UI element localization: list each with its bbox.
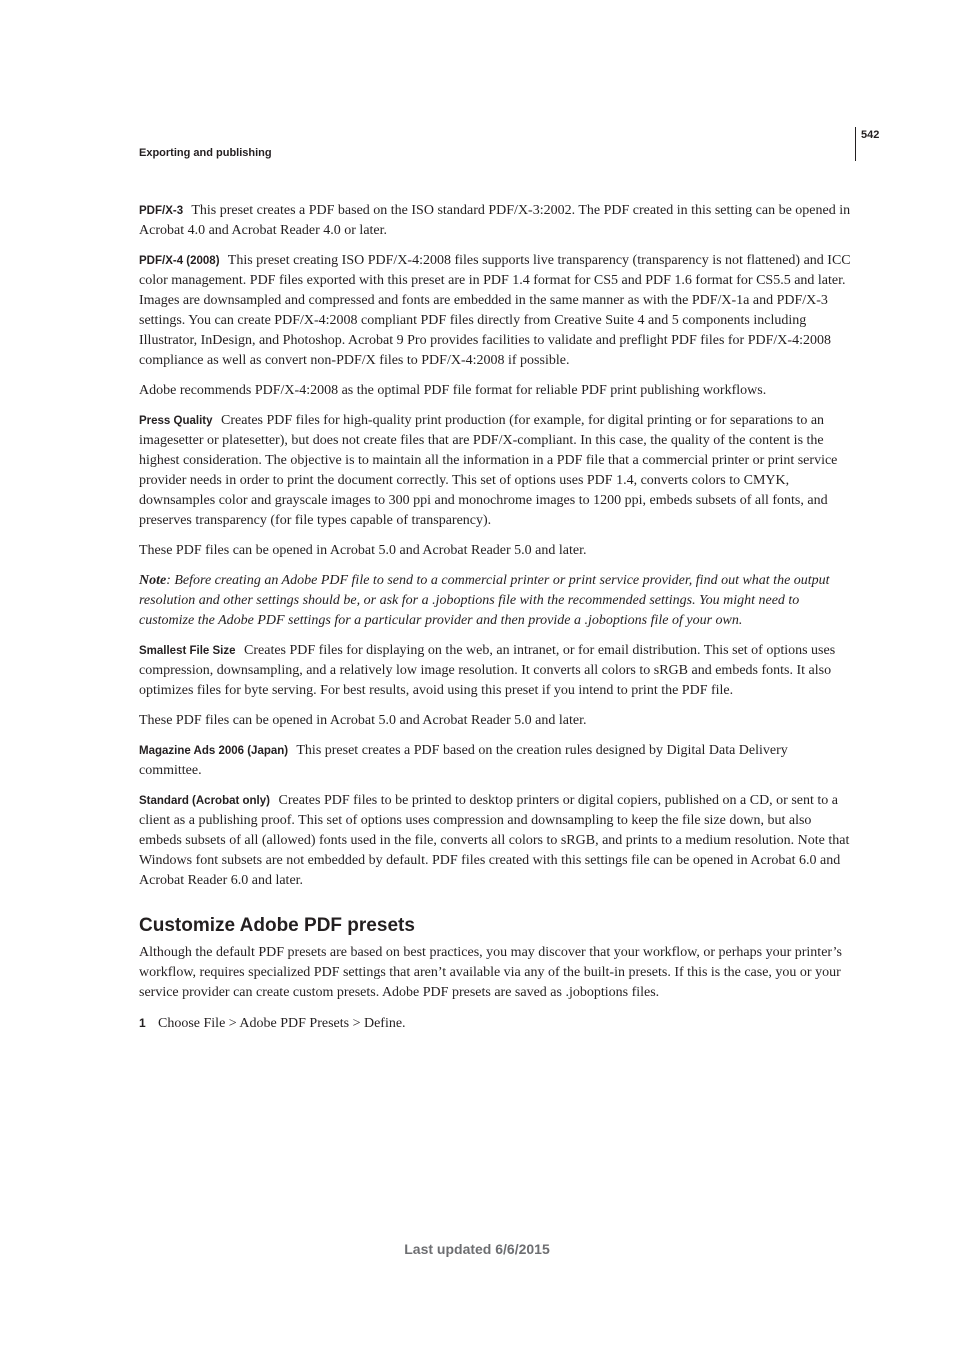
press-quality-compat: These PDF files can be opened in Acrobat 5.0 and Acrobat Reader 5.0 and later.: [139, 543, 587, 558]
recommendation-paragraph: Adobe recommends PDF/X-4:2008 as the optimal PDF file format for reliable PDF print publishing workflows.: [139, 383, 767, 398]
section-intro: Although the default PDF presets are based on best practices, you may discover that your workflow, or perhaps your printer’s workflow, requires specialized PDF settings that aren’t available via any of the built-in presets. If this is the case, you or your service provider can create custom presets. Adobe PDF presets are saved as .joboptions files.: [139, 945, 842, 1000]
desc-magazine-ads: This preset creates a PDF based on the creation rules designed by Digital Data Delivery committee.: [139, 743, 788, 778]
step-number: 1: [139, 1016, 146, 1030]
page-body: [139, 201, 851, 1044]
term-press-quality: Press Quality: [139, 415, 213, 427]
desc-smallest-file-size: Creates PDF files for displaying on the web, an intranet, or for email distribution. This set of options uses compression, downsampling, and a relatively low image resolution. It converts all colors to sRGB and embeds fonts. It also optimizes files for byte serving. For best results, avoid using this preset if you intend to print the PDF file.: [139, 643, 836, 698]
smallest-compat: These PDF files can be opened in Acrobat 5.0 and Acrobat Reader 5.0 and later.: [139, 713, 587, 728]
term-pdfx4: PDF/X-4 (2008): [139, 255, 220, 267]
header-divider: [855, 127, 856, 161]
page-number: 542: [861, 129, 880, 141]
entry-pdfx4: [139, 251, 851, 371]
entry-smallest-file-size: [139, 641, 851, 701]
section-title: Customize Adobe PDF presets: [139, 915, 415, 936]
entry-pdfx3: [139, 201, 851, 241]
term-magazine-ads: Magazine Ads 2006 (Japan): [139, 745, 289, 757]
entry-press-quality: [139, 411, 851, 531]
desc-pdfx4: This preset creating ISO PDF/X-4:2008 files supports live transparency (transparency is not flattened) and ICC color management. PDF files exported with this preset are in PDF 1.4 format for CS5 and PDF 1.6 format for CS5.5 and later. Images are downsampled and compressed and fonts are embedded in the same manner as with the PDF/X-1a and PDF/X-3 settings. You can create PDF/X-4:2008 compliant PDF files directly from Creative Suite 4 and 5 components including Illustrator, InDesign, and Photoshop. Acrobat 9 Pro provides facilities to validate and preflight PDF files for PDF/X-4:2008 compliance as well as convert non-PDF/X files to PDF/X-4:2008 if possible.: [139, 253, 851, 368]
step-item: [139, 1013, 851, 1034]
entry-magazine-ads: [139, 741, 851, 781]
note-text: : Before creating an Adobe PDF file to send to a commercial printer or print service provider, find out what the output resolution and other settings should be, or ask for a .joboptions file with the recommended settings. You might need to customize the Adobe PDF settings for a particular provider and then provide a .joboptions file of your own.: [139, 573, 830, 628]
desc-pdfx3: This preset creates a PDF based on the ISO standard PDF/X-3:2002. The PDF created in this setting can be opened in Acrobat 4.0 and Acrobat Reader 4.0 or later.: [139, 203, 851, 238]
term-pdfx3: PDF/X-3: [139, 205, 184, 217]
note-label: Note: [139, 573, 167, 588]
desc-standard: Creates PDF files to be printed to desktop printers or digital copiers, published on a CD, or sent to a client as a publishing proof. This set of options uses compression and downsampling to keep the file size down, but also embeds subsets of all (allowed) fonts used in the file, converts all colors to sRGB, and prints to a medium resolution. Note that Windows font subsets are not embedded by default. PDF files created with this settings file can be opened in Acrobat 6.0 and Acrobat Reader 6.0 and later.: [139, 793, 850, 888]
desc-press-quality: Creates PDF files for high-quality print production (for example, for digital printing or for separations to an imagesetter or platesetter), but does not create files that are PDF/X-compliant. In this case, the quality of the content is the highest consideration. The objective is to maintain all the information in a PDF file that a commercial printer or print service provider needs in order to print the document correctly. This set of options uses PDF 1.4, converts colors to CMYK, downsamples color and grayscale images to 300 ppi and monochrome images to 1200 ppi, embeds subsets of all fonts, and preserves transparency (for file types capable of transparency).: [139, 413, 838, 528]
note-paragraph: [139, 571, 851, 631]
entry-standard: [139, 791, 851, 891]
term-standard: Standard (Acrobat only): [139, 795, 270, 807]
footer-last-updated: Last updated 6/6/2015: [404, 1241, 550, 1257]
term-smallest-file-size: Smallest File Size: [139, 645, 236, 657]
step-text: Choose File > Adobe PDF Presets > Define.: [158, 1016, 406, 1031]
running-header: Exporting and publishing: [139, 147, 272, 159]
